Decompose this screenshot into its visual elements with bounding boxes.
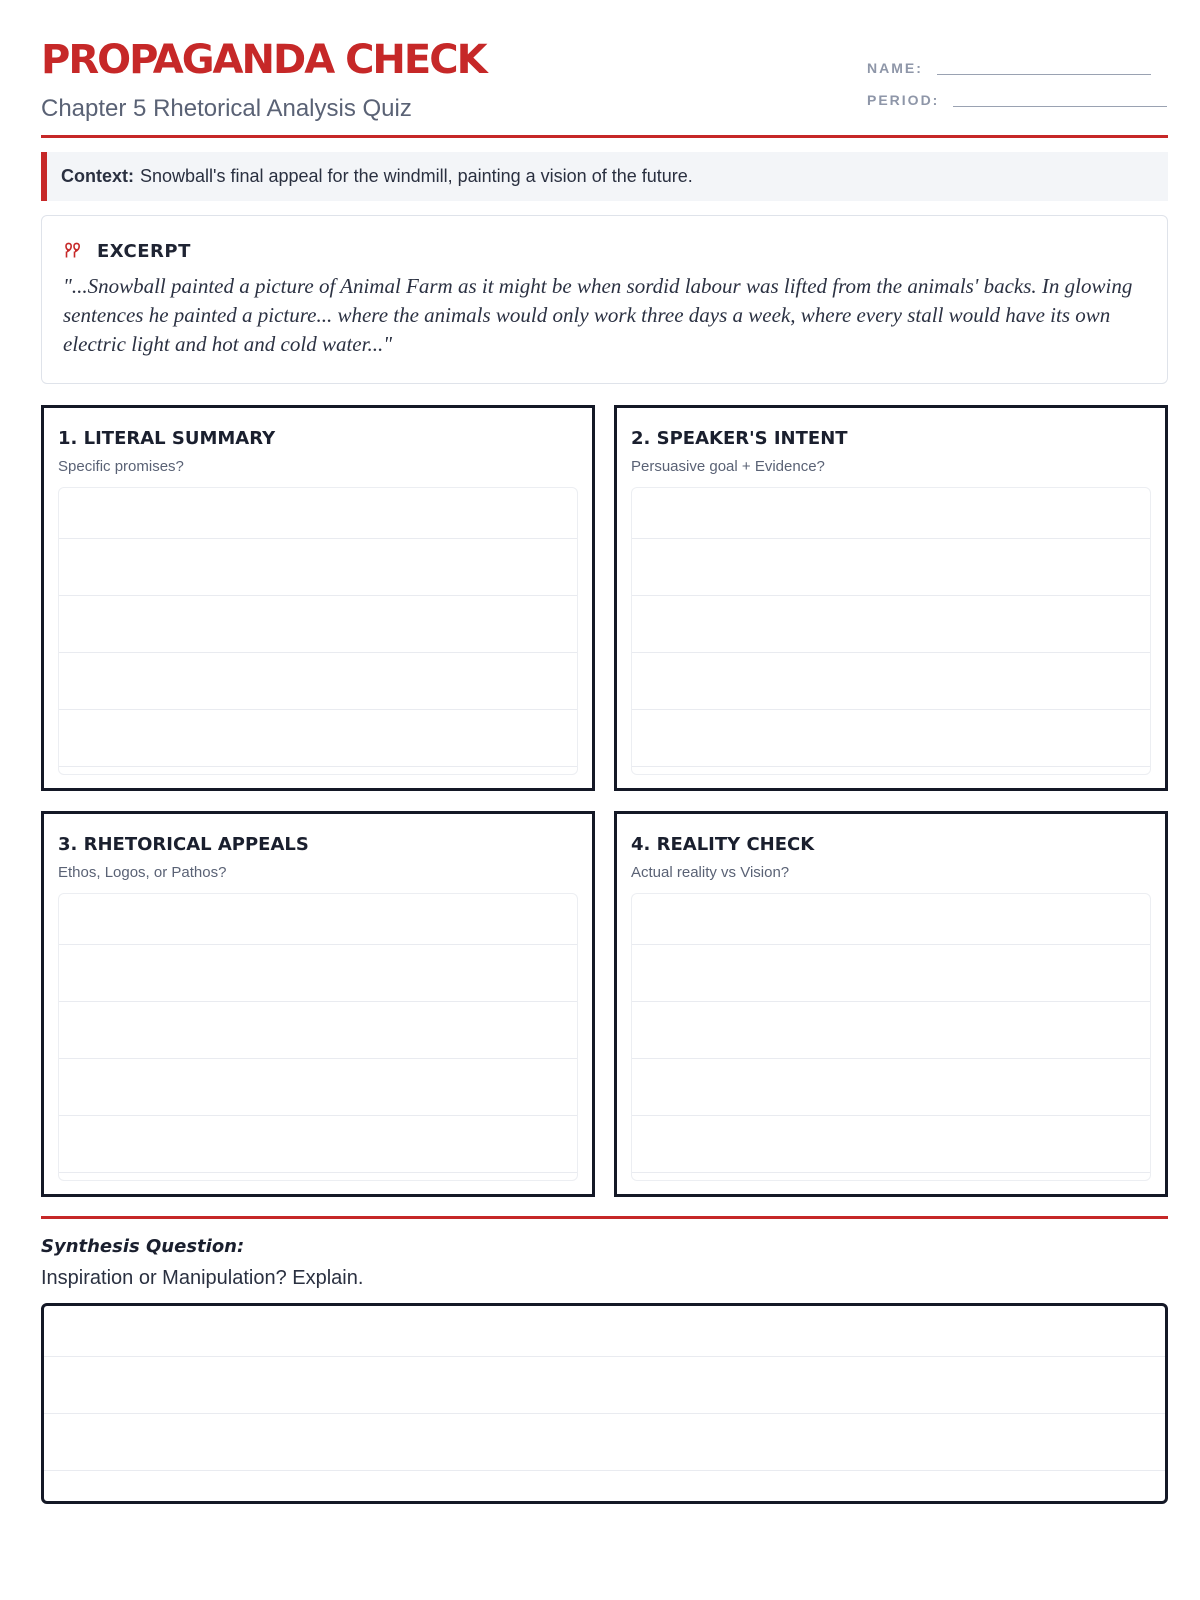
quote-icon — [63, 241, 83, 261]
excerpt-label: EXCERPT — [97, 240, 191, 262]
worksheet-header — [41, 0, 1168, 138]
question-title: 1. LITERAL SUMMARY — [58, 428, 276, 449]
page-subtitle: Chapter 5 Rhetorical Analysis Quiz — [41, 95, 412, 122]
question-hint: Persuasive goal + Evidence? — [631, 458, 825, 475]
worksheet-page — [41, 0, 1168, 1289]
answer-lines[interactable] — [58, 487, 578, 775]
question-title: 2. SPEAKER'S INTENT — [631, 428, 848, 449]
context-label: Context: — [61, 166, 134, 186]
question-hint: Ethos, Logos, or Pathos? — [58, 864, 227, 881]
synthesis-question: Inspiration or Manipulation? Explain. — [41, 1267, 364, 1289]
question-box-speakers-intent — [614, 405, 1168, 791]
answer-lines[interactable] — [631, 893, 1151, 1181]
name-label: NAME: — [867, 60, 923, 76]
synthesis-divider — [41, 1216, 1168, 1219]
excerpt-header — [63, 238, 1147, 264]
period-field — [867, 92, 1167, 107]
answer-lines[interactable] — [58, 893, 578, 1181]
synthesis-answer-box[interactable] — [41, 1303, 1168, 1504]
question-hint: Actual reality vs Vision? — [631, 864, 790, 881]
excerpt-text: "...Snowball painted a picture of Animal Farm as it might be when sordid labour was lifted from the animals' backs. In glowing sentences he painted a picture... where the animals would only work three days a week, where every stall would have its own electric light and hot and cold water..." — [63, 274, 1133, 356]
name-field — [867, 60, 1151, 75]
page-title: PROPAGANDA CHECK — [41, 37, 486, 83]
excerpt-card — [41, 215, 1168, 384]
synthesis-label: Synthesis Question: — [41, 1236, 245, 1257]
name-input-line[interactable] — [937, 60, 1151, 75]
context-text: Snowball's final appeal for the windmill, painting a vision of the future. — [140, 166, 693, 186]
period-label: PERIOD: — [867, 92, 940, 108]
question-box-reality-check — [614, 811, 1168, 1197]
context-banner — [41, 152, 1168, 201]
period-input-line[interactable] — [953, 92, 1167, 107]
question-title: 4. REALITY CHECK — [631, 834, 815, 855]
question-box-rhetorical-appeals — [41, 811, 595, 1197]
question-hint: Specific promises? — [58, 458, 184, 475]
question-box-literal-summary — [41, 405, 595, 791]
question-title: 3. RHETORICAL APPEALS — [58, 834, 309, 855]
answer-lines[interactable] — [631, 487, 1151, 775]
